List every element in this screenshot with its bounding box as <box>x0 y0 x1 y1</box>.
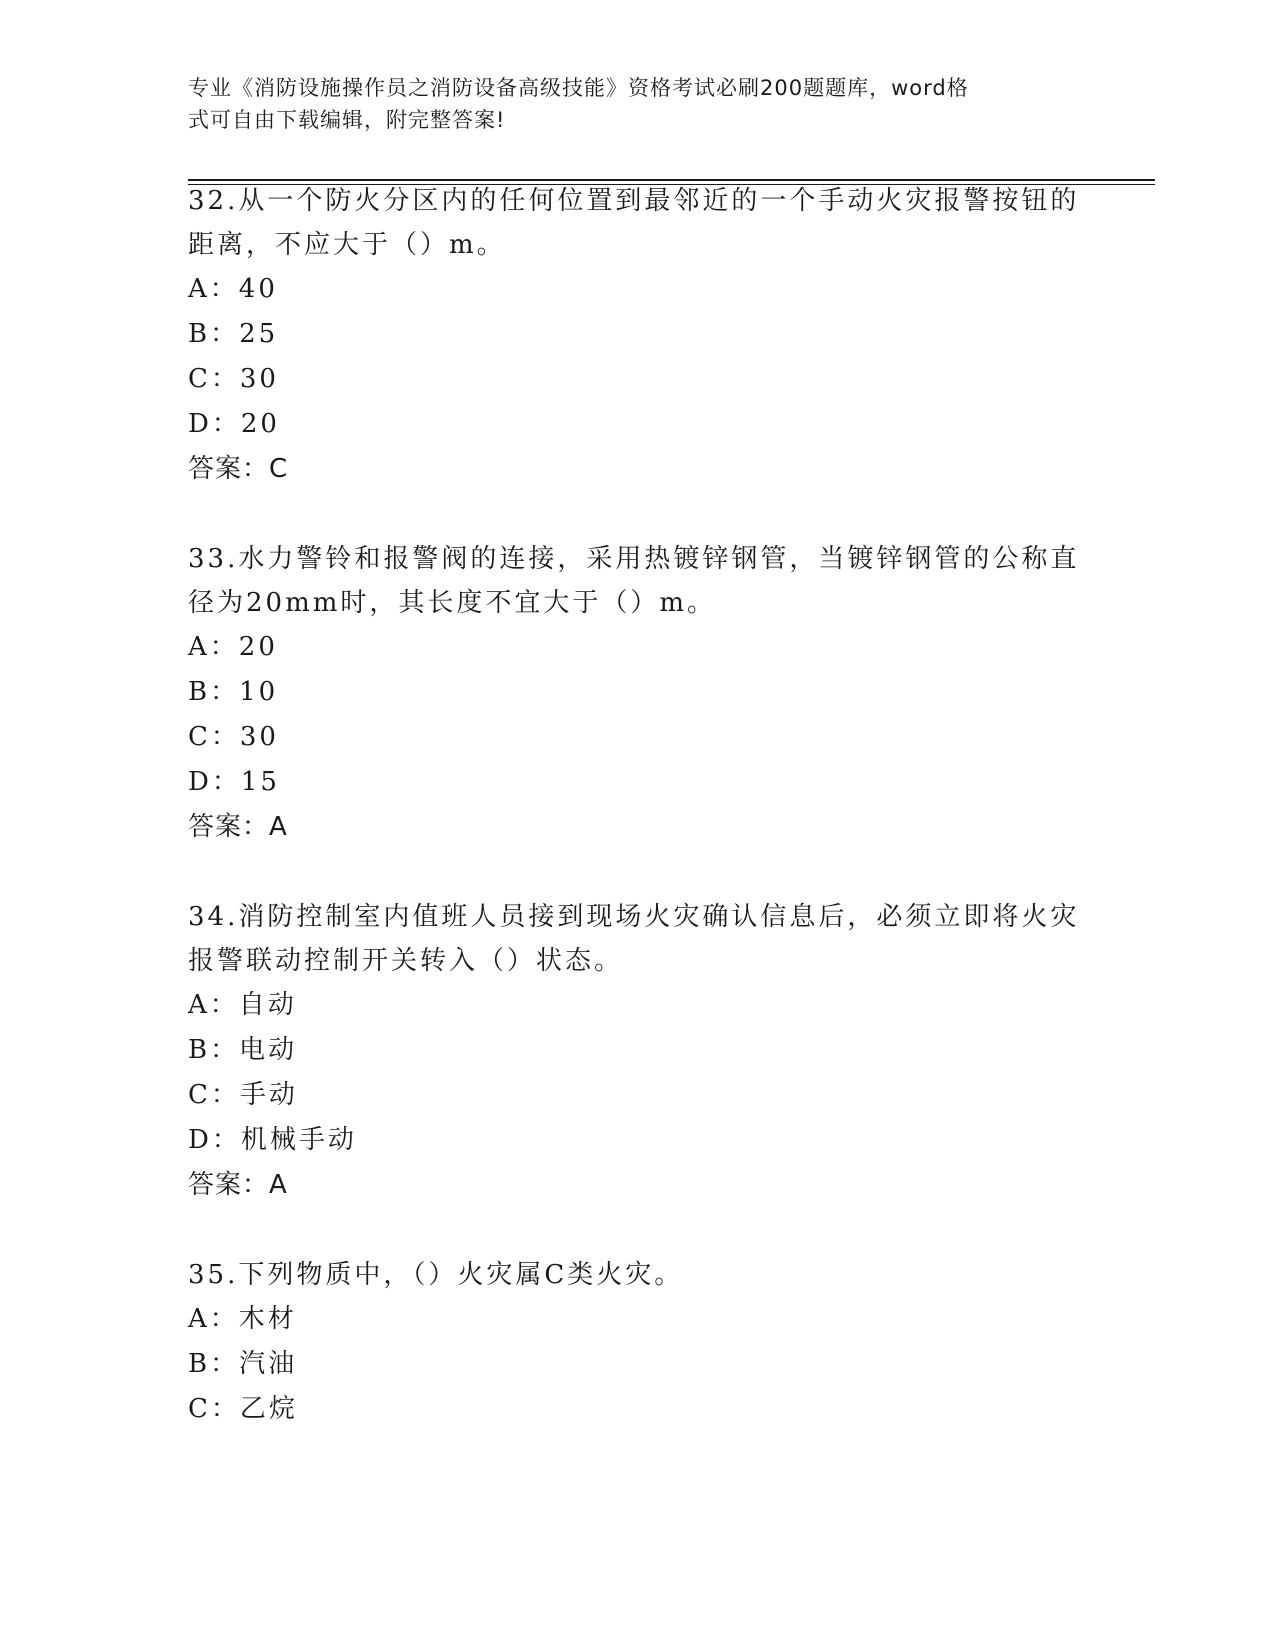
option-d: D：15 <box>188 767 280 797</box>
option-c: C：乙烷 <box>188 1394 298 1424</box>
option-d: D：机械手动 <box>188 1125 357 1155</box>
option-a: A：自动 <box>188 990 297 1020</box>
option-b: B：电动 <box>188 1035 298 1065</box>
header-line-1: 专业《消防设施操作员之消防设备高级技能》资格考试必刷200题题库，word格 <box>188 76 969 100</box>
option-b: B：10 <box>188 677 279 707</box>
question-33 <box>188 537 1088 849</box>
option-d: D：20 <box>188 409 280 439</box>
answer: 答案：A <box>188 1170 288 1200</box>
question-text-line: 34.消防控制室内值班人员接到现场火灾确认信息后，必须立即将火灾 <box>188 902 1080 932</box>
question-text-line: 33.水力警铃和报警阀的连接，采用热镀锌钢管，当镀锌钢管的公称直 <box>188 544 1080 574</box>
question-text-line: 32.从一个防火分区内的任何位置到最邻近的一个手动火灾报警按钮的 <box>188 186 1080 216</box>
option-a: A：木材 <box>188 1304 297 1334</box>
question-32 <box>188 179 1088 491</box>
option-a: A：40 <box>188 274 278 304</box>
question-text-line: 报警联动控制开关转入（）状态。 <box>188 946 624 976</box>
option-b: B：汽油 <box>188 1349 298 1379</box>
document-header <box>188 72 1088 136</box>
question-text-line: 35.下列物质中，（）火灾属C类火灾。 <box>188 1260 684 1290</box>
option-c: C：30 <box>188 722 279 752</box>
header-line-2: 式可自由下载编辑，附完整答案! <box>188 108 506 132</box>
question-34 <box>188 895 1088 1207</box>
option-c: C：30 <box>188 364 279 394</box>
question-text-line: 径为20mm时，其长度不宜大于（）m。 <box>188 588 717 618</box>
option-c: C：手动 <box>188 1080 298 1110</box>
question-text-line: 距离，不应大于（）m。 <box>188 230 506 260</box>
answer: 答案：C <box>188 454 289 484</box>
question-35 <box>188 1253 1088 1432</box>
answer: 答案：A <box>188 812 288 842</box>
option-a: A：20 <box>188 632 278 662</box>
option-b: B：25 <box>188 319 279 349</box>
